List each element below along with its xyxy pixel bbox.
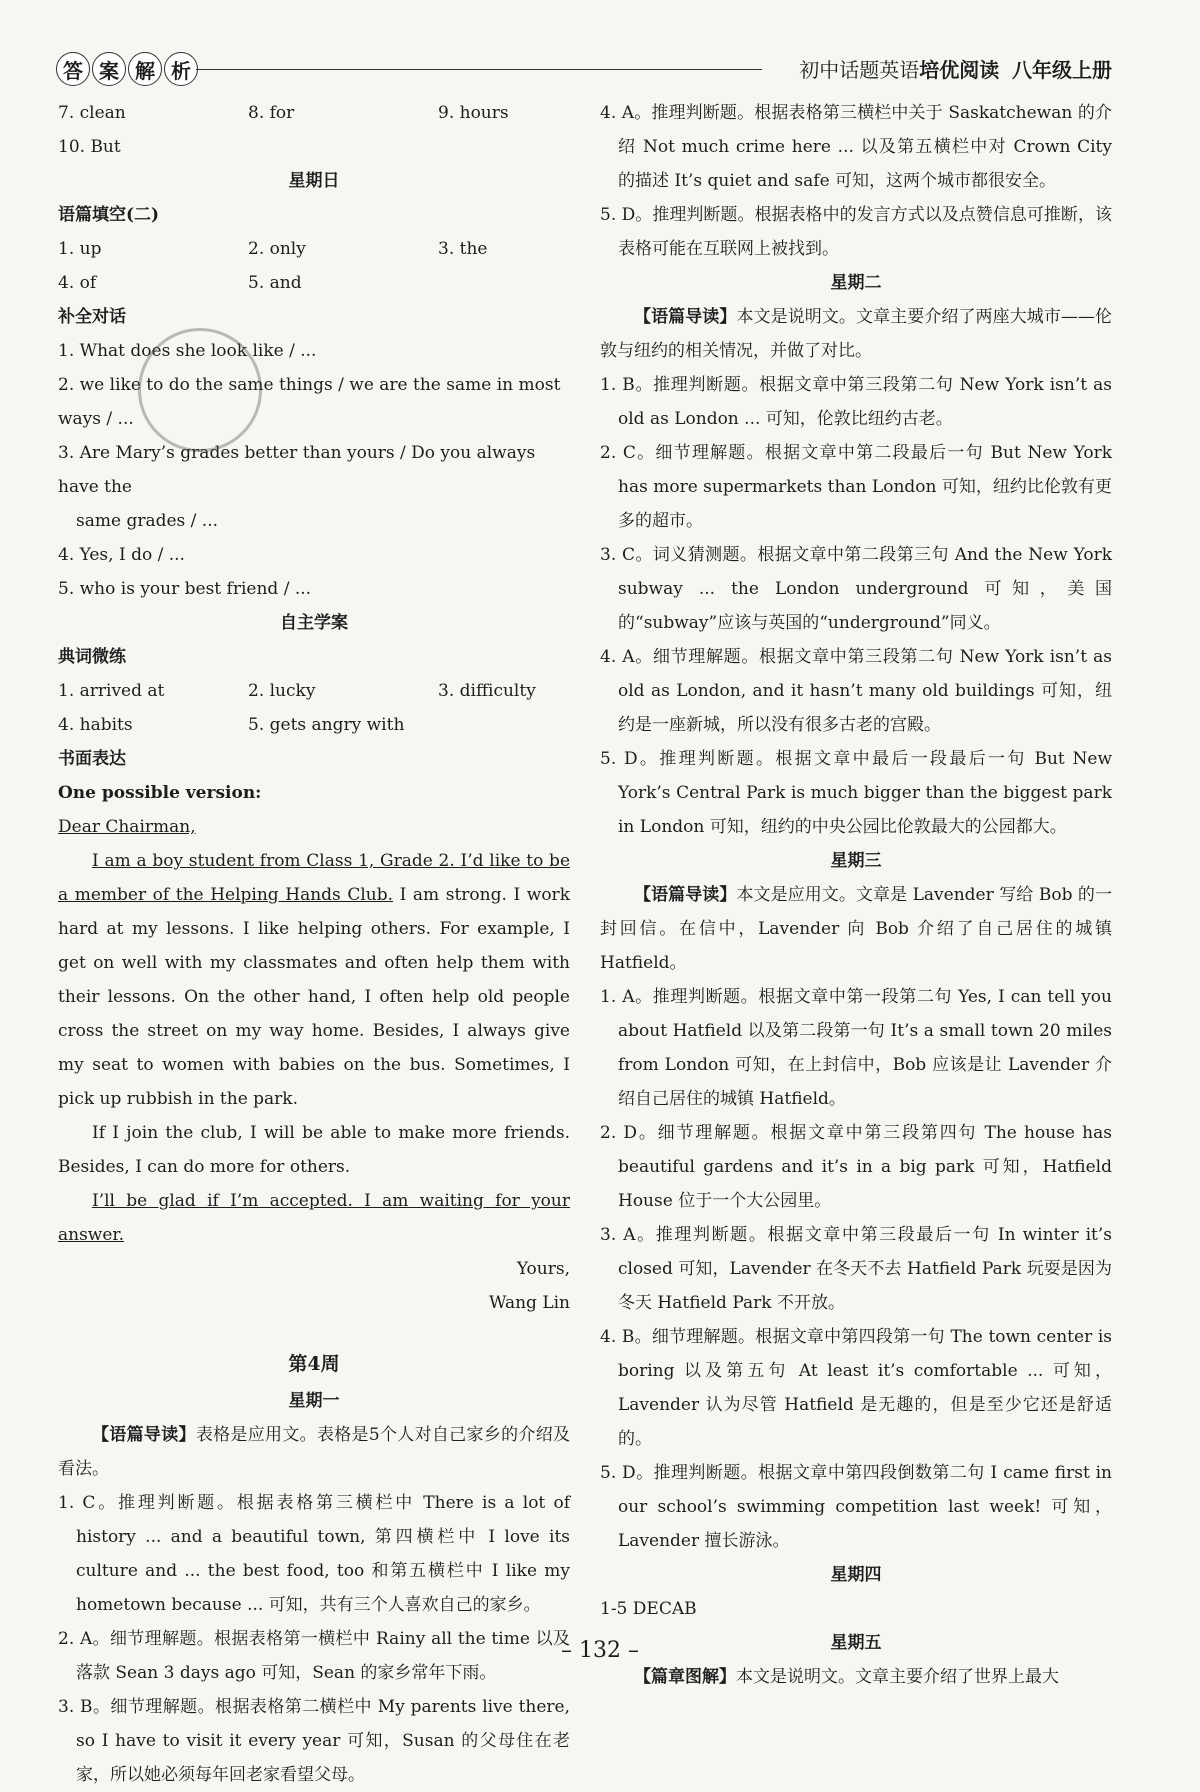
- dialog-line: 2. we like to do the same things / we are the same in most ways / ...: [58, 375, 561, 429]
- guide-tag: 【语篇导读】: [634, 307, 737, 327]
- answer-item: 2. lucky: [248, 681, 316, 701]
- answer-item: 9. hours: [438, 103, 509, 123]
- grade-label: 八年级上册: [1012, 58, 1112, 82]
- answer-explanation: 3. C。词义猜测题。根据文章中第二段第三句 And the New York subway ... the London underground 可知，美国的“subway”应该与英国的“underground”同义。: [600, 545, 1112, 633]
- answer-explanation: 1. A。推理判断题。根据文章中第一段第二句 Yes, I can tell you about Hatfield 以及第二段第一句 It’s a small town 20 miles from London 可知，在上封信中，Bob 应该是让 Lavender 介绍自己居住的城镇 Hatfield。: [600, 987, 1112, 1109]
- header-rule: [196, 69, 762, 70]
- badge-char: 析: [164, 52, 198, 86]
- day-heading: 星期三: [830, 851, 882, 871]
- guide-text: 本文是说明文。文章主要介绍了两座大城市——伦敦与纽约的相关情况，并做了对比。: [600, 307, 1113, 361]
- answer-item: 8. for: [248, 103, 295, 123]
- letter-closing: Yours,: [516, 1259, 570, 1279]
- section-title: 典词微练: [58, 647, 126, 667]
- guide-text: 本文是应用文。文章是 Lavender 写给 Bob 的一封回信。在信中，Lavender 向 Bob 介绍了自己居住的城镇 Hatfield。: [600, 885, 1112, 973]
- guide-tag: 【语篇导读】: [634, 885, 737, 905]
- dialog-line: 3. Are Mary’s grades better than yours / Do you always have the: [58, 443, 536, 497]
- dialog-line: 1. What does she look like / ...: [58, 341, 317, 361]
- answer-item: 3. difficulty: [438, 681, 536, 701]
- answer-explanation: 4. A。推理判断题。根据表格第三横栏中关于 Saskatchewan 的介绍 Not much crime here ... 以及第五横栏中对 Crown City 的描述 It’s quiet and safe 可知，这两个城市都很安全。: [600, 103, 1112, 191]
- badge-char: 答: [56, 52, 90, 86]
- day-heading: 星期五: [830, 1633, 882, 1653]
- answer-row: [58, 130, 570, 164]
- page-header: [56, 52, 1112, 88]
- answer-item: 10. But: [58, 137, 121, 157]
- section-title: 补全对话: [58, 307, 126, 327]
- reading-guide: [58, 1418, 570, 1486]
- section-title: 语篇填空(二): [58, 205, 160, 225]
- badge-char: 解: [128, 52, 162, 86]
- answer-item: 4. habits: [58, 715, 133, 735]
- dialog-line: 5. who is your best friend / ...: [58, 579, 312, 599]
- answer-row: [58, 708, 570, 742]
- answer-explanation: 5. D。推理判断题。根据文章中第四段倒数第二句 I came first in our school’s swimming competition last week! 可知，Lavender 擅长游泳。: [600, 1463, 1112, 1551]
- dialog-line: same grades / ...: [76, 511, 219, 531]
- right-column: [600, 96, 1112, 1694]
- answer-item: 2. only: [248, 239, 306, 259]
- answer-item: 4. of: [58, 273, 97, 293]
- letter-signature: Wang Lin: [488, 1293, 570, 1313]
- day-heading: 星期日: [288, 171, 340, 191]
- answer-item: 1-5 DECAB: [600, 1599, 697, 1619]
- reading-guide: [600, 878, 1112, 980]
- dialog-line: 4. Yes, I do / ...: [58, 545, 185, 565]
- answer-explanation: 1. B。推理判断题。根据文章中第三段第二句 New York isn’t as old as London ... 可知，伦敦比纽约古老。: [600, 375, 1112, 429]
- series-highlight: 培优阅读: [919, 58, 1000, 82]
- left-column: [58, 96, 570, 1792]
- answer-explanation: 3. A。推理判断题。根据文章中第三段最后一句 In winter it’s closed 可知，Lavender 在冬天不去 Hatfield Park 玩耍是因为冬天 Hatfield Park 不开放。: [600, 1225, 1112, 1313]
- answer-item: 1. up: [58, 239, 102, 259]
- book-title: [799, 54, 1112, 83]
- answer-explanation: 3. B。细节理解题。根据表格第二横栏中 My parents live there, so I have to visit it every year 可知，Susan 的父母住在老家，所以她必须每年回老家看望父母。: [58, 1697, 570, 1785]
- week-heading: 第4周: [288, 1353, 340, 1375]
- answer-explanation: 2. A。细节理解题。根据表格第一横栏中 Rainy all the time 以及落款 Sean 3 days ago 可知，Sean 的家乡常年下雨。: [58, 1629, 570, 1683]
- letter-intro-underlined: I am a boy student from Class 1, Grade 2. I’d like to be a member of the Helping Hands Club.: [58, 851, 570, 905]
- day-heading: 星期一: [288, 1391, 340, 1411]
- possible-version-label: One possible version:: [58, 783, 262, 803]
- series-title: 初中话题英语: [799, 58, 920, 82]
- answer-item: 5. and: [248, 273, 302, 293]
- letter-closing-underlined: I’ll be glad if I’m accepted. I am waiting for your answer.: [58, 1191, 570, 1245]
- badge-char: 案: [92, 52, 126, 86]
- letter-paragraph: [58, 844, 570, 1116]
- answer-explanation: 5. D。推理判断题。根据文章中最后一段最后一句 But New York’s Central Park is much bigger than the biggest park in London 可知，纽约的中央公园比伦敦最大的公园都大。: [600, 749, 1112, 837]
- answer-row: [58, 232, 570, 266]
- page-number: – 132 –: [561, 1638, 639, 1663]
- guide-tag: 【语篇导读】: [92, 1425, 196, 1445]
- letter-body: I am strong. I work hard at my lessons. I like helping others. For example, I get on well with my classmates and often help them with their lessons. On the other hand, I often help old people cross the street on my way home. Besides, I always give my seat to women with babies on the bus. Sometimes, I pick up rubbish in the park.: [58, 885, 570, 1109]
- answer-explanation: 5. D。推理判断题。根据表格中的发言方式以及点赞信息可推断，该表格可能在互联网上被找到。: [600, 205, 1112, 259]
- answer-explanation: 1. C。推理判断题。根据表格第三横栏中 There is a lot of history ... and a beautiful town, 第四横栏中 I love its culture and ... the best food, too 和第五横栏中 I like my hometown because ... 可知，共有三个人喜欢自己的家乡。: [58, 1493, 570, 1615]
- day-heading: 星期二: [830, 273, 882, 293]
- reading-guide: [600, 1660, 1112, 1694]
- answer-item: 7. clean: [58, 103, 126, 123]
- guide-tag: 【篇章图解】: [634, 1667, 736, 1687]
- answer-analysis-badge: [56, 52, 198, 86]
- section-heading: 自主学案: [280, 613, 348, 633]
- answer-row: [58, 674, 570, 708]
- answer-explanation: 2. C。细节理解题。根据文章中第二段最后一句 But New York has more supermarkets than London 可知，纽约比伦敦有更多的超市。: [600, 443, 1112, 531]
- guide-text: 本文是说明文。文章主要介绍了世界上最大: [736, 1667, 1059, 1687]
- answer-row: [58, 266, 570, 300]
- answer-explanation: 4. A。细节理解题。根据文章中第三段第二句 New York isn’t as old as London, and it hasn’t many old buildings 可知，纽约是一座新城，所以没有很多古老的宫殿。: [600, 647, 1112, 735]
- reading-guide: [600, 300, 1112, 368]
- answer-item: 1. arrived at: [58, 681, 165, 701]
- answer-explanation: 4. B。细节理解题。根据文章中第四段第一句 The town center is boring 以及第五句 At least it’s comfortable ... 可知，Lavender 认为尽管 Hatfield 是无趣的，但是至少它还是舒适的。: [600, 1327, 1112, 1449]
- section-title: 书面表达: [58, 749, 126, 769]
- day-heading: 星期四: [830, 1565, 882, 1585]
- answer-item: 3. the: [438, 239, 488, 259]
- answer-row: [58, 96, 570, 130]
- letter-paragraph: [58, 1184, 570, 1252]
- answer-explanation: 2. D。细节理解题。根据文章中第三段第四句 The house has beautiful gardens and it’s in a big park 可知，Hatfield House 位于一个大公园里。: [600, 1123, 1112, 1211]
- letter-greeting: Dear Chairman,: [58, 817, 196, 837]
- answer-item: 5. gets angry with: [248, 715, 405, 735]
- guide-text: 表格是应用文。表格是5个人对自己家乡的介绍及看法。: [58, 1425, 570, 1479]
- letter-paragraph: If I join the club, I will be able to make more friends. Besides, I can do more for others.: [58, 1123, 570, 1177]
